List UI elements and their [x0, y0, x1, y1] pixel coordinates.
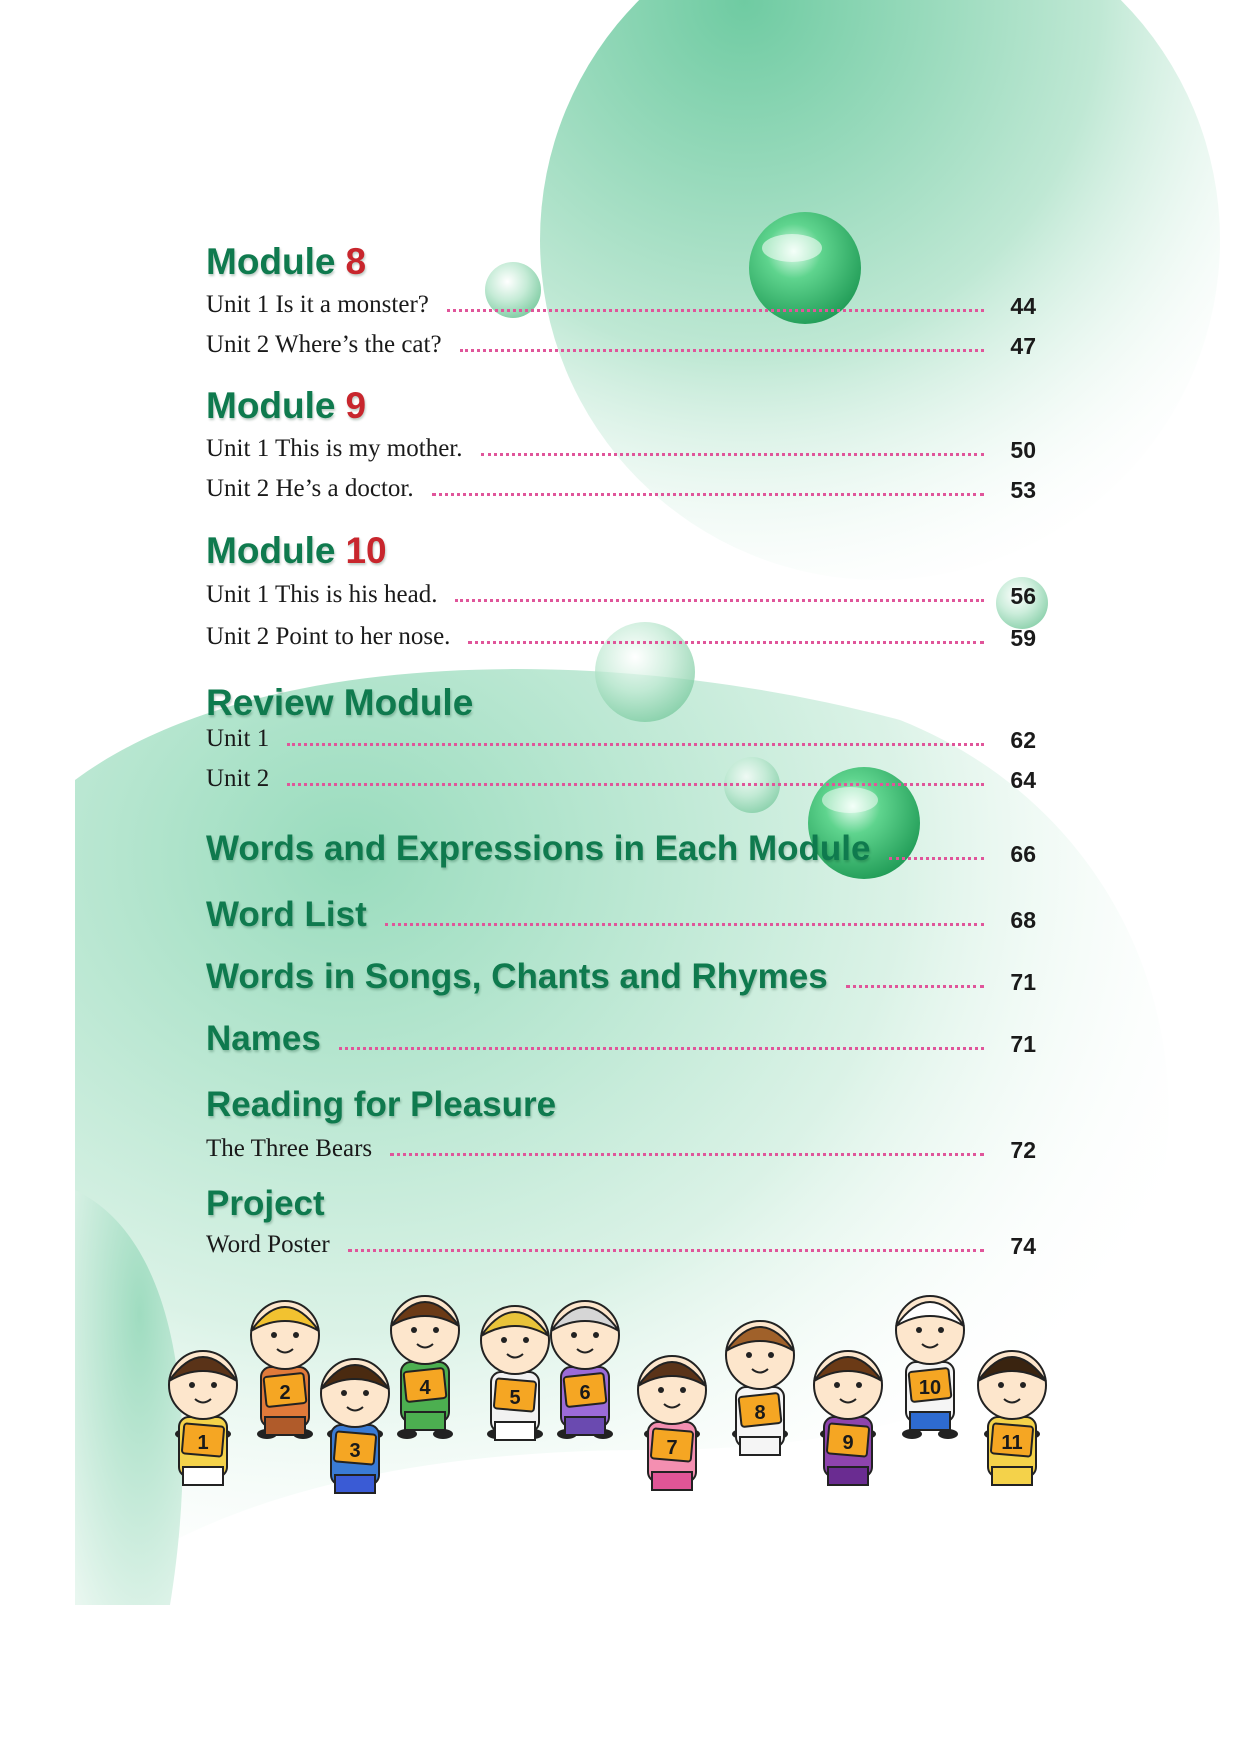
toc-entry[interactable]: Unit 2 Where’s the cat? 47 [206, 331, 1036, 359]
module-heading: Module 10 [206, 530, 387, 571]
module-heading: Module 9 [206, 385, 367, 426]
kid-figure [896, 1296, 964, 1439]
number-card-label: 7 [666, 1437, 678, 1459]
number-card-label: 6 [579, 1382, 591, 1404]
number-card-label: 8 [754, 1402, 766, 1424]
number-card-label: 5 [509, 1387, 521, 1409]
number-card-label: 9 [842, 1432, 854, 1454]
toc-entry[interactable]: Unit 1 This is his head. 56 [206, 581, 1036, 609]
toc-entry-word-list[interactable]: Word List 68 [206, 895, 1036, 934]
kid-figure [814, 1351, 882, 1485]
kid-figure [638, 1356, 706, 1490]
toc-entry[interactable]: Unit 1 Is it a monster? 44 [206, 291, 1036, 319]
number-card-label: 2 [279, 1382, 291, 1404]
number-card-label: 3 [349, 1440, 361, 1462]
toc-entry[interactable]: Word Poster 74 [206, 1231, 1036, 1259]
toc-entry[interactable]: Unit 2 He’s a doctor. 53 [206, 475, 1036, 503]
kid-figure [391, 1296, 459, 1439]
kid-figure [251, 1301, 319, 1439]
kid-figure [726, 1321, 794, 1455]
number-card-label: 11 [1001, 1432, 1023, 1454]
toc-entry[interactable]: Unit 2 Point to her nose. 59 [206, 623, 1036, 651]
kid-figure [978, 1351, 1046, 1485]
kid-figure [481, 1306, 549, 1440]
module-heading: Module 8 [206, 241, 367, 282]
review-module-heading: Review Module [206, 682, 474, 723]
kid-figure [169, 1351, 237, 1485]
toc-entry[interactable]: The Three Bears 72 [206, 1135, 1036, 1163]
number-card-label: 4 [419, 1377, 431, 1399]
toc-entry[interactable]: Unit 1 This is my mother. 50 [206, 435, 1036, 463]
toc-entry[interactable]: Unit 1 62 [206, 725, 1036, 753]
reading-heading: Reading for Pleasure [206, 1085, 557, 1124]
project-heading: Project [206, 1184, 325, 1223]
toc-entry[interactable]: Unit 2 64 [206, 765, 1036, 793]
toc-entry-words-expressions[interactable]: Words and Expressions in Each Module 66 [206, 829, 1036, 868]
toc-entry-songs-chants[interactable]: Words in Songs, Chants and Rhymes 71 [206, 957, 1036, 996]
number-card-label: 1 [197, 1432, 209, 1454]
kid-figure [321, 1359, 389, 1493]
kid-figure [551, 1301, 619, 1439]
number-card-label: 10 [918, 1377, 942, 1399]
toc-entry-names[interactable]: Names 71 [206, 1019, 1036, 1058]
